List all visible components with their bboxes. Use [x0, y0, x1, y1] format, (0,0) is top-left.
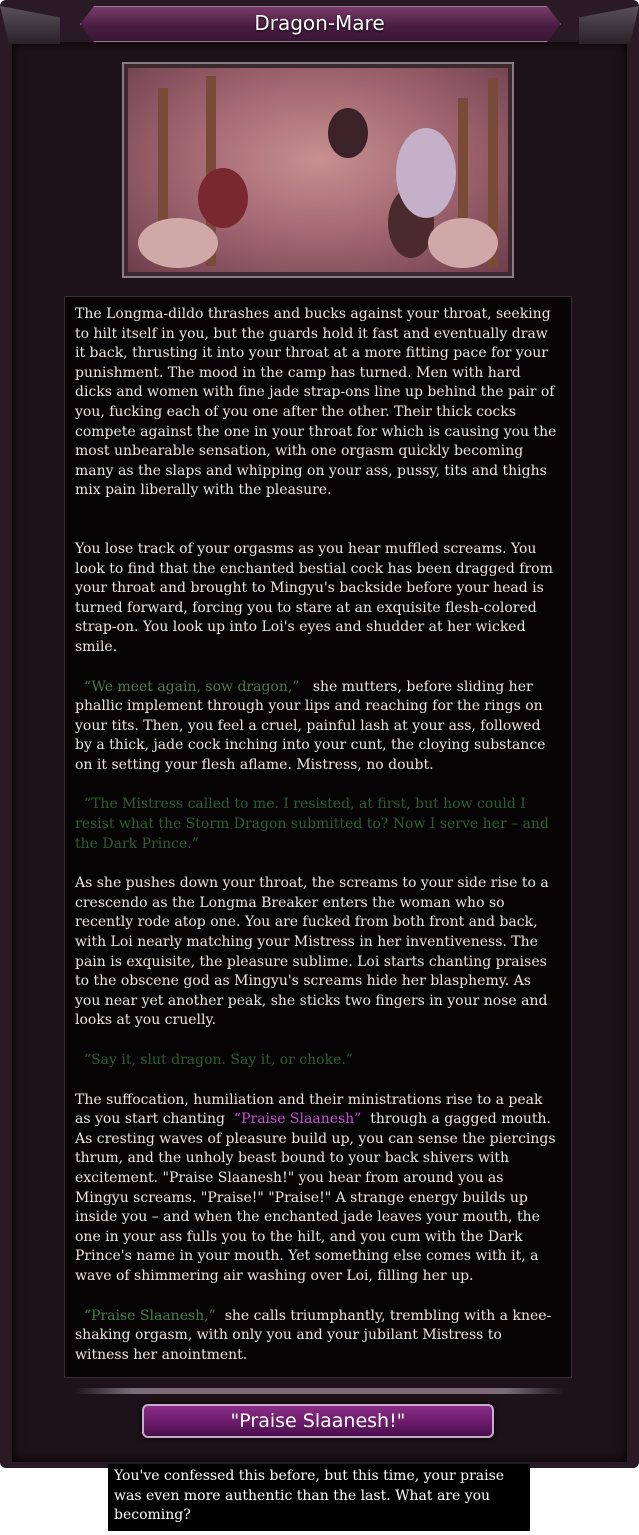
story-paragraph: The suffocation, humiliation and their ministrations rise to a peak as you start chanting “Praise Slaanesh” through a gagged mouth. As cresting waves of pleasure build up, you can sense the piercings thrum, and the unholy beast bound to your back shivers with excitement. "Praise Slaanesh!" you hear from around you as Mingyu screams. "Praise!" "Praise!" A strange energy builds up inside you – and when the enchanted jade leaves your mouth, the one in your ass fulls you to the hilt, and you cum with the Dark Prince's name in your mouth. Yet something else comes with it, a wave of shimmering air washing over Loi, filling her up. — [75, 1091, 556, 1284]
story-paragraph — [75, 795, 559, 854]
story-paragraph: The Longma-dildo thrashes and bucks against your throat, seeking to hilt itself in you, but the guards hold it fast and eventually draw it back, thrusting it into your throat at a more fitting pace for your punishment. The mood in the camp has turned. Men with hard dicks and women with fine jade strap-ons line up behind the pair of you, fucking each of you one after the other. Their thick cocks compete against the one in your throat for which is causing you the most unbearable sensation, with one orgasm quickly becoming many as the slaps and whipping on your ass, pussy, tits and thighs mix pain liberally with the pleasure. — [75, 306, 557, 499]
event-illustration-frame — [122, 62, 514, 278]
story-text — [64, 296, 572, 1378]
title-ornament-right — [579, 6, 639, 44]
story-paragraph: As she pushes down your throat, the screams to your side rise to a crescendo as the Longma Breaker enters the woman who so recently rode atop one. You are fucked from both front and back, with Loi nearly matching your Mistress in her inventiveness. The pain is exquisite, the pleasure sublime. Loi starts chanting praises to the obscene god as Mingyu's screams hide her blasphemy. As you near yet another peak, she sticks two fingers in your nose and looks at you cruelly. — [75, 875, 549, 1029]
dialogue-quote: “The Mistress called to me. I resisted, at first, but how could I resist what the Storm Dragon submitted to? Now I serve her – and the Dark Prince.” — [75, 796, 549, 852]
story-paragraph — [75, 1051, 559, 1071]
choice-divider — [74, 1388, 564, 1394]
story-paragraph: “We meet again, sow dragon,” she mutters, before sliding her phallic implement through your lips and reaching for the rings on your tits. Then, you feel a cruel, painful lash at your ass, followed by a thick, jade cock inching into your cunt, the cloying substance on it setting your flesh aflame. Mistress, no doubt. — [75, 678, 546, 773]
event-illustration — [128, 68, 508, 272]
choice-tooltip: You've confessed this before, but this time, your praise was even more authentic than the last. What are you becoming? — [108, 1464, 530, 1531]
title-ornament-left — [0, 6, 60, 44]
dialogue-quote: “Say it, slut dragon. Say it, or choke.” — [83, 1052, 353, 1068]
highlight-phrase: “Praise Slaanesh” — [233, 1111, 362, 1128]
dialogue-quote: “We meet again, sow dragon,” — [83, 678, 300, 695]
story-paragraph: You lose track of your orgasms as you hear muffled screams. You look to find that the enchanted bestial cock has been dragged from your throat and brought to Mingyu's backside before your head is turned forward, forcing you to stare at an exquisite flesh-colored strap-on. You look up into Loi's eyes and shudder at her wicked smile. — [75, 540, 553, 655]
window-title: Dragon-Mare — [254, 11, 385, 35]
title-bar — [0, 0, 639, 46]
story-paragraph: “Praise Slaanesh,” she calls triumphantly, trembling with a knee-shaking orgasm, with only you and your jubilant Mistress to witness her anointment. — [75, 1307, 552, 1363]
dialogue-quote: “Praise Slaanesh,” — [83, 1307, 216, 1324]
praise-slaanesh-button[interactable]: "Praise Slaanesh!" — [142, 1404, 494, 1438]
